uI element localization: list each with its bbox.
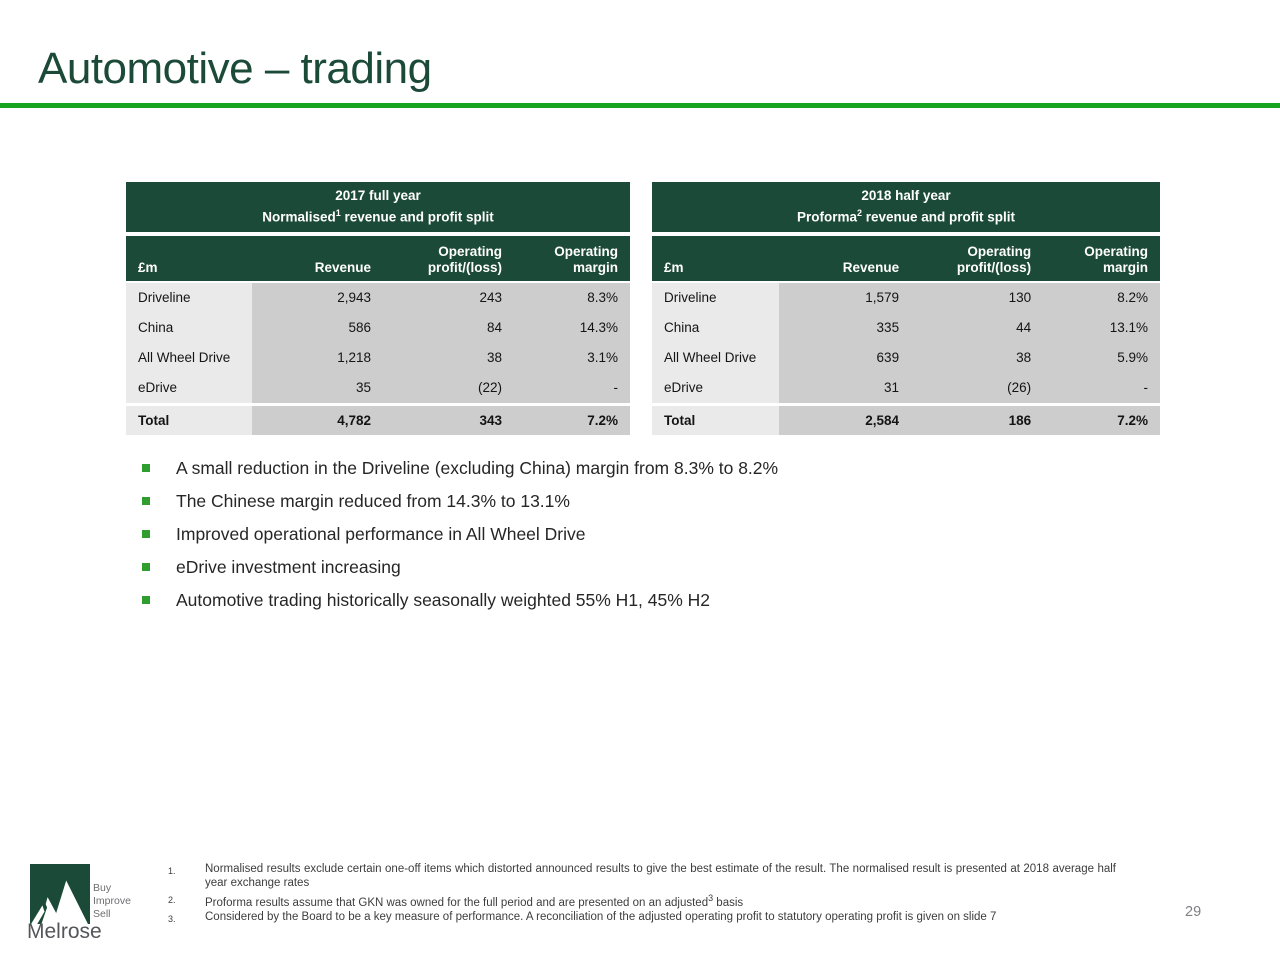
col-header-line: Operating (967, 244, 1032, 259)
cell-revenue: 639 (779, 343, 911, 373)
col-header-unit: £m (138, 259, 158, 275)
col-header-line: profit/(loss) (956, 259, 1032, 275)
table-row-edrive (652, 373, 1160, 403)
footnote-number: 3. (168, 914, 176, 925)
footnote-ref-superscript: 1 (335, 207, 341, 218)
row-label: eDrive (126, 373, 252, 403)
bullet-text: The Chinese margin reduced from 14.3% to 13.1% (176, 491, 570, 511)
col-header-line: margin (1102, 259, 1148, 275)
cell-operating-margin: 8.2% (1043, 283, 1160, 313)
row-label: All Wheel Drive (126, 343, 252, 373)
cell-operating-margin: 7.2% (514, 406, 630, 435)
footnote-number: 2. (168, 894, 176, 905)
table-title-line2-rest: revenue and profit split (340, 209, 494, 225)
row-label: Total (652, 406, 779, 435)
cell-operating-profit: 38 (383, 343, 514, 373)
brand-wordmark: Melrose (27, 920, 102, 943)
row-label: eDrive (652, 373, 779, 403)
table-row-total (126, 406, 630, 435)
col-header-operating-margin (1043, 244, 1160, 275)
table-2018-half-year (652, 182, 1160, 435)
cell-operating-margin: - (1043, 373, 1160, 403)
row-label: Total (126, 406, 252, 435)
cell-operating-profit: 44 (911, 313, 1043, 343)
cell-revenue: 1,218 (252, 343, 383, 373)
table-title-line2-text: Proforma (796, 209, 857, 225)
table-title-band (126, 182, 630, 232)
bullet-square-icon (142, 596, 150, 604)
table-title-line1: 2017 full year (335, 188, 421, 204)
table-column-headers (126, 236, 630, 281)
cell-revenue: 35 (252, 373, 383, 403)
cell-revenue: 2,943 (252, 283, 383, 313)
cell-operating-profit: 186 (911, 406, 1043, 435)
title-underline-rule (0, 103, 1280, 108)
table-title-line2-text: Normalised (262, 209, 336, 225)
table-row-driveline (126, 283, 630, 313)
cell-operating-margin: 3.1% (514, 343, 630, 373)
footnote-ref-superscript: 3 (708, 892, 714, 903)
bullet-square-icon (142, 563, 150, 571)
row-label: All Wheel Drive (652, 343, 779, 373)
bullet-text: Automotive trading historically seasonally weighted 55% H1, 45% H2 (176, 590, 711, 610)
table-row-china (126, 313, 630, 343)
table-row-total (652, 406, 1160, 435)
col-header-unit: £m (664, 259, 684, 275)
cell-operating-profit: 38 (911, 343, 1043, 373)
footnote-text: Considered by the Board to be a key measure of performance. A reconciliation of the adjusted operating profit to statutory operating profit is given on slide 7 (205, 911, 997, 924)
bullet-item (142, 458, 1102, 479)
table-title-line2-rest: revenue and profit split (862, 209, 1016, 225)
footnote-3 (168, 910, 1116, 926)
cell-operating-margin: - (514, 373, 630, 403)
melrose-logo-icon (30, 864, 90, 924)
footnote-ref-superscript: 2 (856, 207, 862, 218)
bullet-text: A small reduction in the Driveline (excluding China) margin from 8.3% to 8.2% (176, 458, 779, 478)
bullet-text: eDrive investment increasing (176, 557, 401, 577)
cell-revenue: 335 (779, 313, 911, 343)
row-label: Driveline (126, 283, 252, 313)
cell-operating-margin: 7.2% (1043, 406, 1160, 435)
tagline-buy: Buy (93, 882, 112, 894)
cell-operating-profit: (22) (383, 373, 514, 403)
bullet-square-icon (142, 497, 150, 505)
table-title-line1: 2018 half year (861, 188, 951, 204)
table-row-all-wheel-drive (126, 343, 630, 373)
col-header-operating-profit (383, 244, 514, 275)
col-header-operating-profit (911, 244, 1043, 275)
row-label: China (652, 313, 779, 343)
cell-operating-profit: 84 (383, 313, 514, 343)
table-row-driveline (652, 283, 1160, 313)
table-title-line2 (652, 205, 1160, 226)
cell-operating-margin: 8.3% (514, 283, 630, 313)
footnote-text: Normalised results exclude certain one-off items which distorted announced results to give the best estimate of the result. The normalised result is presented at 2018 average half year exchange rates (205, 863, 1116, 890)
bullet-item (142, 524, 1102, 545)
col-header-revenue: Revenue (314, 259, 372, 275)
brand-tagline (93, 882, 131, 921)
table-title-band (652, 182, 1160, 232)
col-header-line: profit/(loss) (427, 259, 503, 275)
footnote-1 (168, 862, 1116, 891)
table-row-china (652, 313, 1160, 343)
footnotes (168, 862, 1116, 926)
footnote-2 (168, 891, 1116, 910)
cell-revenue: 586 (252, 313, 383, 343)
cell-operating-profit: 243 (383, 283, 514, 313)
cell-operating-profit: 343 (383, 406, 514, 435)
row-label: China (126, 313, 252, 343)
table-column-headers (652, 236, 1160, 281)
table-row-all-wheel-drive (652, 343, 1160, 373)
footnote-number: 1. (168, 866, 176, 876)
bullet-square-icon (142, 464, 150, 472)
cell-operating-margin: 14.3% (514, 313, 630, 343)
col-header-line: Operating (438, 244, 503, 259)
cell-revenue: 1,579 (779, 283, 911, 313)
row-label: Driveline (652, 283, 779, 313)
bullet-item (142, 590, 1102, 611)
col-header-operating-margin (514, 244, 630, 275)
footnote-text-part: basis (713, 896, 744, 909)
cell-operating-profit: 130 (911, 283, 1043, 313)
page-number: 29 (1185, 904, 1202, 920)
bullet-item (142, 557, 1102, 578)
page-title: Automotive – trading (38, 44, 432, 93)
cell-revenue: 2,584 (779, 406, 911, 435)
table-row-edrive (126, 373, 630, 403)
col-header-line: Operating (554, 244, 618, 259)
bullet-item (142, 491, 1102, 512)
footnote-text (205, 891, 1116, 910)
bullet-list (142, 458, 1102, 623)
tagline-sell: Sell (93, 908, 111, 920)
cell-revenue: 31 (779, 373, 911, 403)
tagline-improve: Improve (93, 895, 131, 907)
col-header-line: Operating (1084, 244, 1148, 259)
footnote-text-part: Proforma results assume that GKN was owned for the full period and are presented on an adjusted (205, 896, 709, 909)
col-header-revenue: Revenue (842, 259, 900, 275)
cell-operating-profit: (26) (911, 373, 1043, 403)
cell-revenue: 4,782 (252, 406, 383, 435)
cell-operating-margin: 13.1% (1043, 313, 1160, 343)
bullet-text: Improved operational performance in All Wheel Drive (176, 524, 586, 544)
col-header-line: margin (572, 259, 618, 275)
table-2017-full-year (126, 182, 630, 435)
table-title-line2 (126, 205, 630, 226)
cell-operating-margin: 5.9% (1043, 343, 1160, 373)
bullet-square-icon (142, 530, 150, 538)
